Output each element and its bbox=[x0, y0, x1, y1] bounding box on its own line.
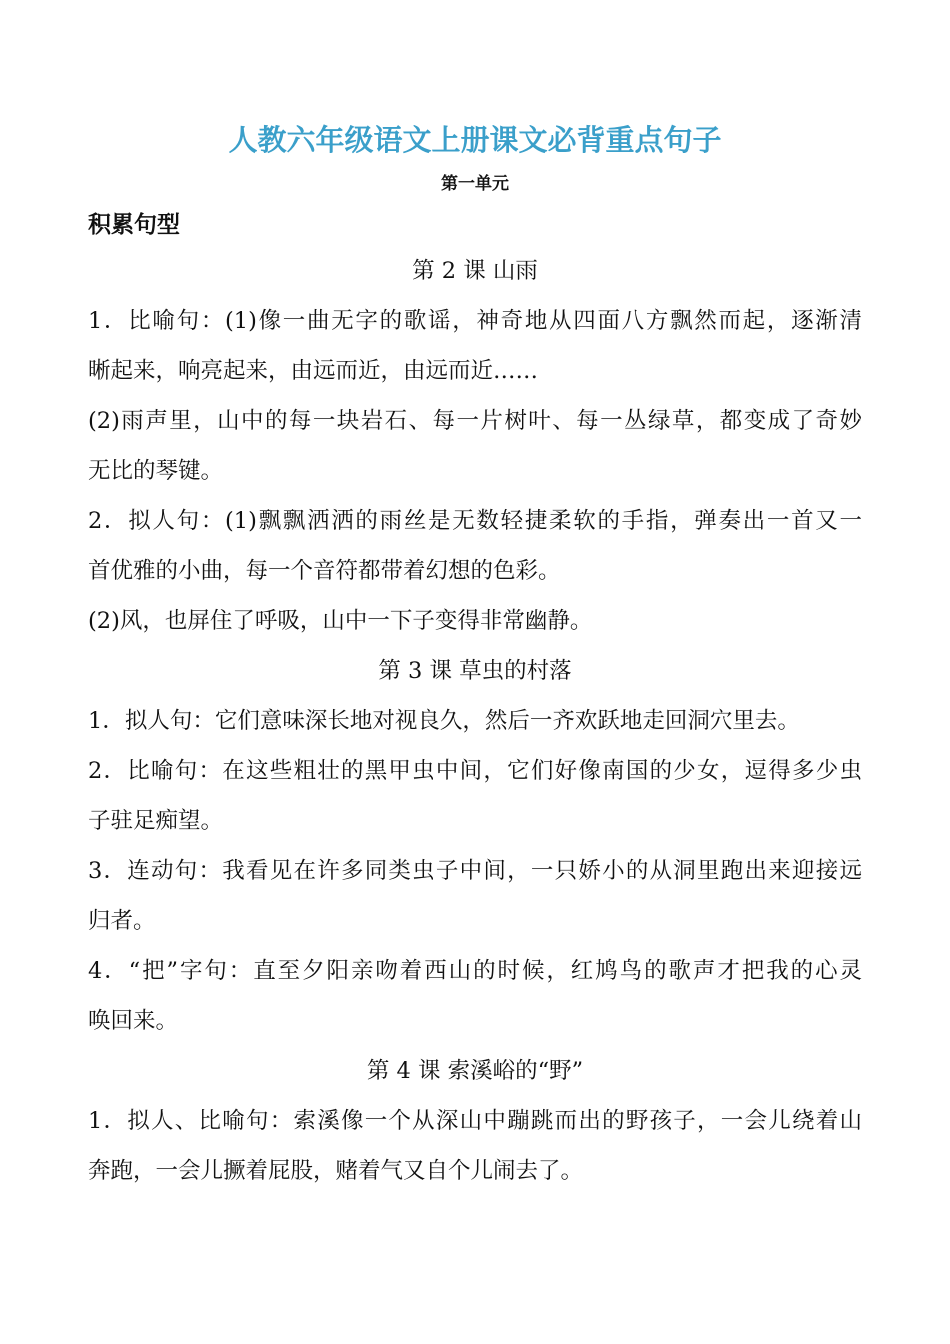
sentence-line: 3．连动句：我看见在许多同类虫子中间，一只娇小的从洞里跑出来迎接远 bbox=[88, 858, 862, 884]
unit-heading: 第一单元 bbox=[441, 174, 509, 194]
sentence-line: 晰起来，响亮起来，由远而近，由远而近…… bbox=[88, 358, 539, 384]
sentence-line: 1．比喻句：(1)像一曲无字的歌谣，神奇地从四面八方飘然而起，逐渐清 bbox=[88, 308, 862, 334]
document-body bbox=[88, 252, 862, 1202]
lesson-heading: 第 2 课 山雨 bbox=[412, 258, 538, 284]
document-title: 人教六年级语文上册课文必背重点句子 bbox=[228, 123, 722, 157]
sentence-line: (2)风，也屏住了呼吸，山中一下子变得非常幽静。 bbox=[88, 608, 593, 634]
sentence-line: 2．比喻句：在这些粗壮的黑甲虫中间，它们好像南国的少女，逗得多少虫 bbox=[88, 758, 862, 784]
sentence-line: 奔跑，一会儿撅着屁股，赌着气又自个儿闹去了。 bbox=[88, 1158, 584, 1184]
sentence-line: 4．“把”字句：直至夕阳亲吻着西山的时候，红鸠鸟的歌声才把我的心灵 bbox=[88, 958, 862, 984]
lesson-heading: 第 4 课 索溪峪的“野” bbox=[366, 1058, 584, 1084]
sentence-line: 1．拟人、比喻句：索溪像一个从深山中蹦跳而出的野孩子，一会儿绕着山 bbox=[88, 1108, 862, 1134]
sentence-line: (2)雨声里，山中的每一块岩石、每一片树叶、每一丛绿草，都变成了奇妙 bbox=[88, 408, 862, 434]
sentence-line: 首优雅的小曲，每一个音符都带着幻想的色彩。 bbox=[88, 558, 561, 584]
sentence-line: 2．拟人句：(1)飘飘洒洒的雨丝是无数轻捷柔软的手指，弹奏出一首又一 bbox=[88, 508, 862, 534]
sentence-line: 1．拟人句：它们意味深长地对视良久，然后一齐欢跃地走回洞穴里去。 bbox=[88, 708, 800, 734]
sentence-line: 归者。 bbox=[88, 908, 156, 934]
lesson-heading: 第 3 课 草虫的村落 bbox=[378, 658, 572, 684]
section-heading: 积累句型 bbox=[88, 212, 180, 238]
sentence-line: 唤回来。 bbox=[88, 1008, 179, 1034]
sentence-line: 无比的琴键。 bbox=[88, 458, 224, 484]
sentence-line: 子驻足痴望。 bbox=[88, 808, 224, 834]
